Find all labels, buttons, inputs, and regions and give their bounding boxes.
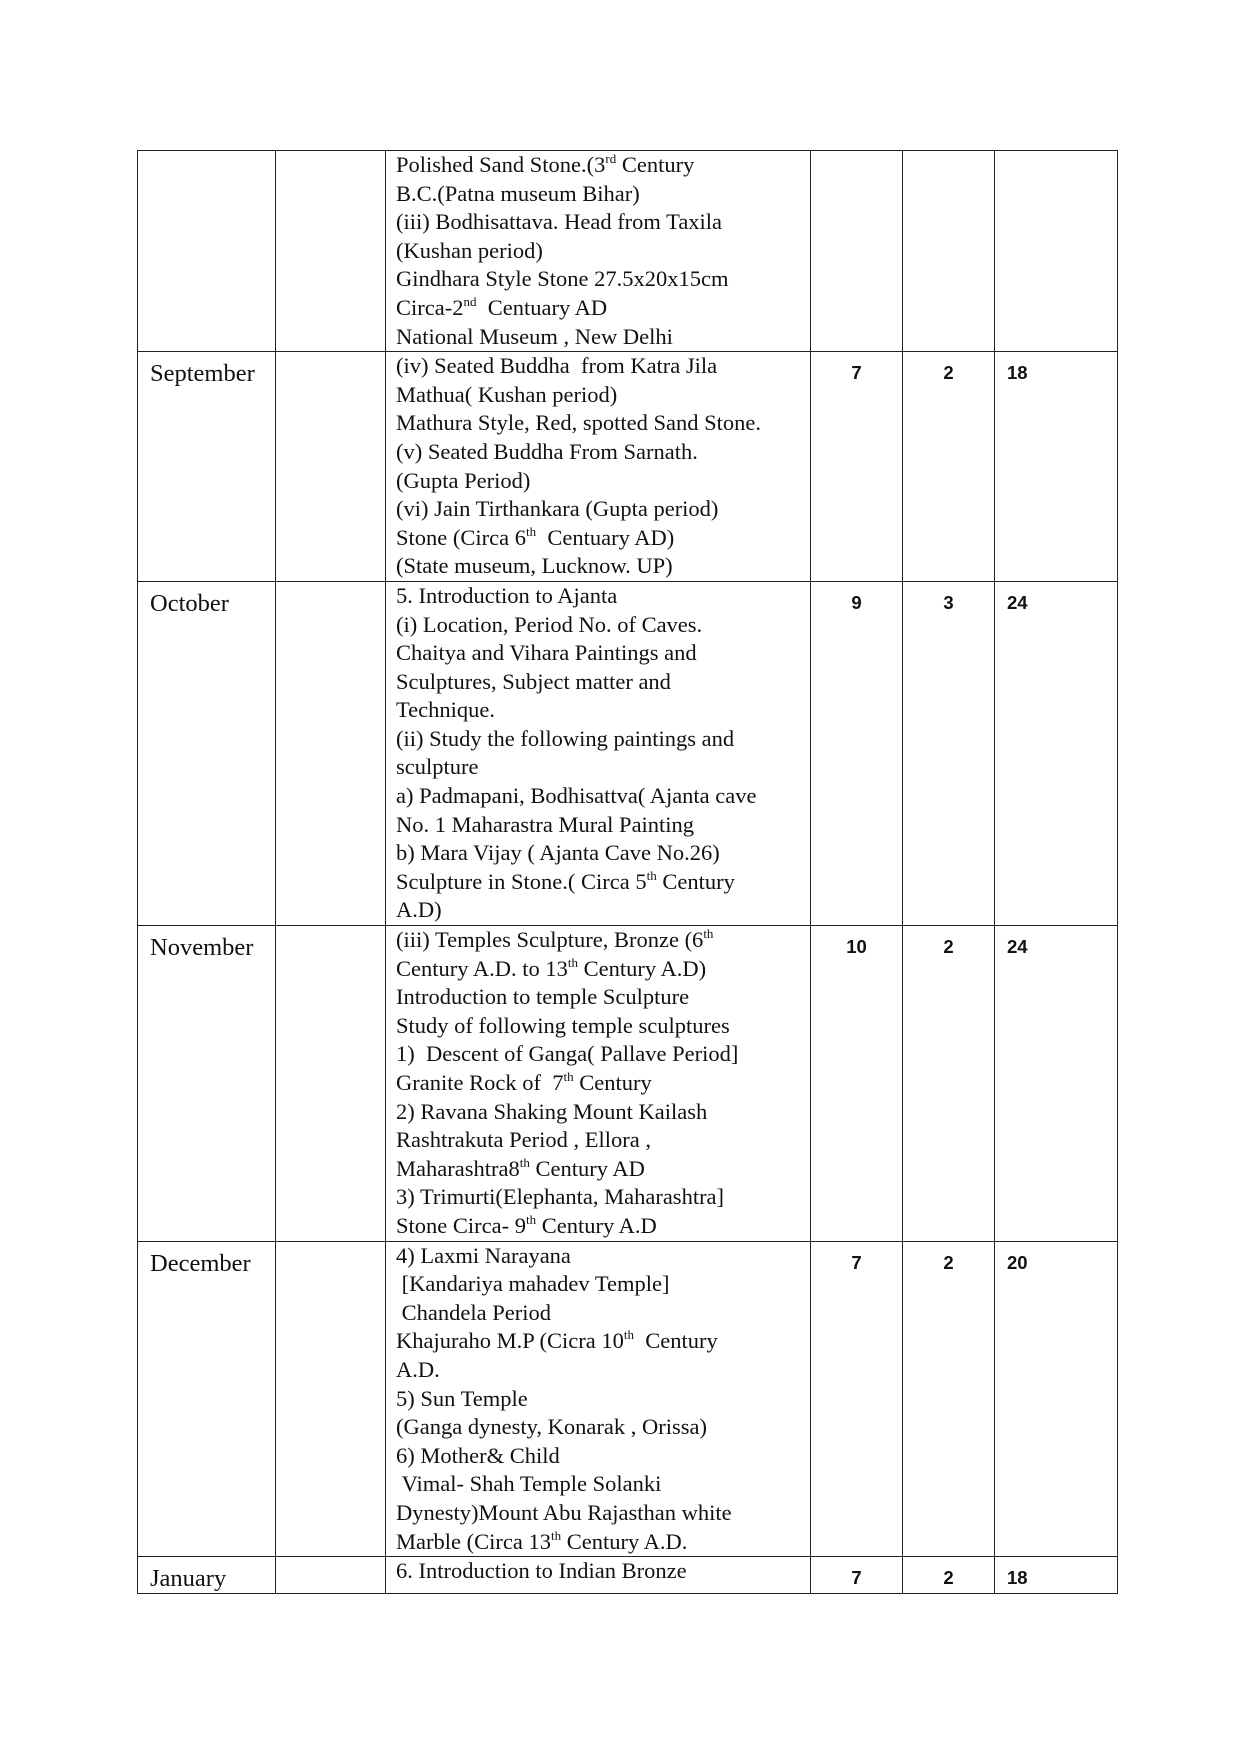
content-line: (State museum, Lucknow. UP) — [396, 553, 673, 579]
content-line: Mathua( Kushan period) — [396, 381, 618, 407]
blank-cell — [276, 151, 386, 352]
content-line: Stone (Circa 6th Centuary AD) — [396, 523, 675, 550]
content-line: (Kushan period) — [396, 237, 543, 263]
content-cell — [386, 1557, 811, 1594]
content-line: 2) Ravana Shaking Mount Kailash — [396, 1098, 708, 1124]
content-line: Maharashtra8th Century AD — [396, 1154, 645, 1181]
content-line: Sculptures, Subject matter and — [396, 668, 671, 694]
value-cell-col4: 10 — [811, 926, 903, 1242]
content-line: A.D. — [396, 1356, 440, 1382]
content-line: Study of following temple sculptures — [396, 1012, 730, 1038]
content-line: (iii) Bodhisattava. Head from Taxila — [396, 209, 723, 235]
month-cell: November — [138, 926, 276, 1242]
content-line: 5. Introduction to Ajanta — [396, 582, 618, 608]
content-line: Circa-2nd Centuary AD — [396, 293, 608, 320]
content-cell — [386, 1241, 811, 1557]
value-cell-col5: 2 — [903, 1241, 995, 1557]
content-line: 3) Trimurti(Elephanta, Maharashtra] — [396, 1184, 725, 1210]
value-cell-col4: 7 — [811, 1241, 903, 1557]
content-line: (vi) Jain Tirthankara (Gupta period) — [396, 496, 719, 522]
month-cell — [138, 151, 276, 352]
content-line: (v) Seated Buddha From Sarnath. — [396, 438, 698, 464]
content-line: 1) Descent of Ganga( Pallave Period] — [396, 1041, 739, 1067]
content-line: Technique. — [396, 697, 496, 723]
content-cell — [386, 151, 811, 352]
content-line: Granite Rock of 7th Century — [396, 1069, 652, 1095]
content-line: Vimal- Shah Temple Solanki — [396, 1471, 662, 1497]
content-line: Stone Circa- 9th Century A.D — [396, 1211, 657, 1238]
table-row — [138, 1241, 1118, 1557]
content-line: (Gupta Period) — [396, 467, 531, 493]
content-line: 5) Sun Temple — [396, 1385, 528, 1411]
content-cell — [386, 581, 811, 925]
content-line: No. 1 Maharastra Mural Painting — [396, 811, 695, 837]
blank-cell — [276, 352, 386, 582]
value-cell-col4: 7 — [811, 1557, 903, 1594]
content-line: A.D) — [396, 897, 442, 923]
value-cell-col5: 2 — [903, 352, 995, 582]
content-line: Introduction to temple Sculpture — [396, 984, 690, 1010]
month-cell: January — [138, 1557, 276, 1594]
content-line: Dynesty)Mount Abu Rajasthan white — [396, 1499, 732, 1525]
blank-cell — [276, 581, 386, 925]
content-line: (i) Location, Period No. of Caves. — [396, 611, 703, 637]
content-line: (iv) Seated Buddha from Katra Jila — [396, 353, 718, 379]
content-line: Century A.D. to 13th Century A.D) — [396, 954, 707, 981]
value-cell-col6: 18 — [995, 1557, 1118, 1594]
table-row — [138, 151, 1118, 352]
value-cell-col6 — [995, 151, 1118, 352]
content-line: (Ganga dynesty, Konarak , Orissa) — [396, 1414, 707, 1440]
content-line: Rashtrakuta Period , Ellora , — [396, 1127, 651, 1153]
content-line: Mathura Style, Red, spotted Sand Stone. — [396, 410, 761, 436]
content-cell — [386, 926, 811, 1242]
month-cell: December — [138, 1241, 276, 1557]
content-line: sculpture — [396, 754, 479, 780]
content-line: Polished Sand Stone.(3rd Century — [396, 151, 695, 177]
value-cell-col5 — [903, 151, 995, 352]
content-line: 4) Laxmi Narayana — [396, 1242, 571, 1268]
blank-cell — [276, 926, 386, 1242]
content-line: Chandela Period — [396, 1299, 551, 1325]
content-line: 6) Mother& Child — [396, 1442, 560, 1468]
value-cell-col6: 24 — [995, 926, 1118, 1242]
content-line: b) Mara Vijay ( Ajanta Cave No.26) — [396, 840, 720, 866]
content-line: a) Padmapani, Bodhisattva( Ajanta cave — [396, 783, 757, 809]
value-cell-col4: 7 — [811, 352, 903, 582]
content-line: [Kandariya mahadev Temple] — [396, 1271, 670, 1297]
content-line: 6. Introduction to Indian Bronze — [396, 1558, 687, 1584]
content-line: Khajuraho M.P (Cicra 10th Century — [396, 1327, 718, 1354]
value-cell-col5: 2 — [903, 926, 995, 1242]
table-row — [138, 352, 1118, 582]
content-line: Marble (Circa 13th Century A.D. — [396, 1527, 688, 1554]
syllabus-table — [137, 150, 1118, 1594]
content-line: (ii) Study the following paintings and — [396, 725, 735, 751]
content-line: Sculpture in Stone.( Circa 5th Century — [396, 867, 735, 894]
value-cell-col5: 3 — [903, 581, 995, 925]
content-line: Gindhara Style Stone 27.5x20x15cm — [396, 266, 729, 292]
content-line: (iii) Temples Sculpture, Bronze (6th — [396, 926, 714, 953]
table-row — [138, 926, 1118, 1242]
value-cell-col5: 2 — [903, 1557, 995, 1594]
value-cell-col6: 20 — [995, 1241, 1118, 1557]
value-cell-col6: 24 — [995, 581, 1118, 925]
month-cell: September — [138, 352, 276, 582]
table-row — [138, 581, 1118, 925]
content-line: National Museum , New Delhi — [396, 323, 673, 349]
blank-cell — [276, 1241, 386, 1557]
value-cell-col4 — [811, 151, 903, 352]
blank-cell — [276, 1557, 386, 1594]
content-line: B.C.(Patna museum Bihar) — [396, 180, 640, 206]
table-row — [138, 1557, 1118, 1594]
month-cell: October — [138, 581, 276, 925]
content-cell — [386, 352, 811, 582]
value-cell-col6: 18 — [995, 352, 1118, 582]
value-cell-col4: 9 — [811, 581, 903, 925]
content-line: Chaitya and Vihara Paintings and — [396, 640, 697, 666]
